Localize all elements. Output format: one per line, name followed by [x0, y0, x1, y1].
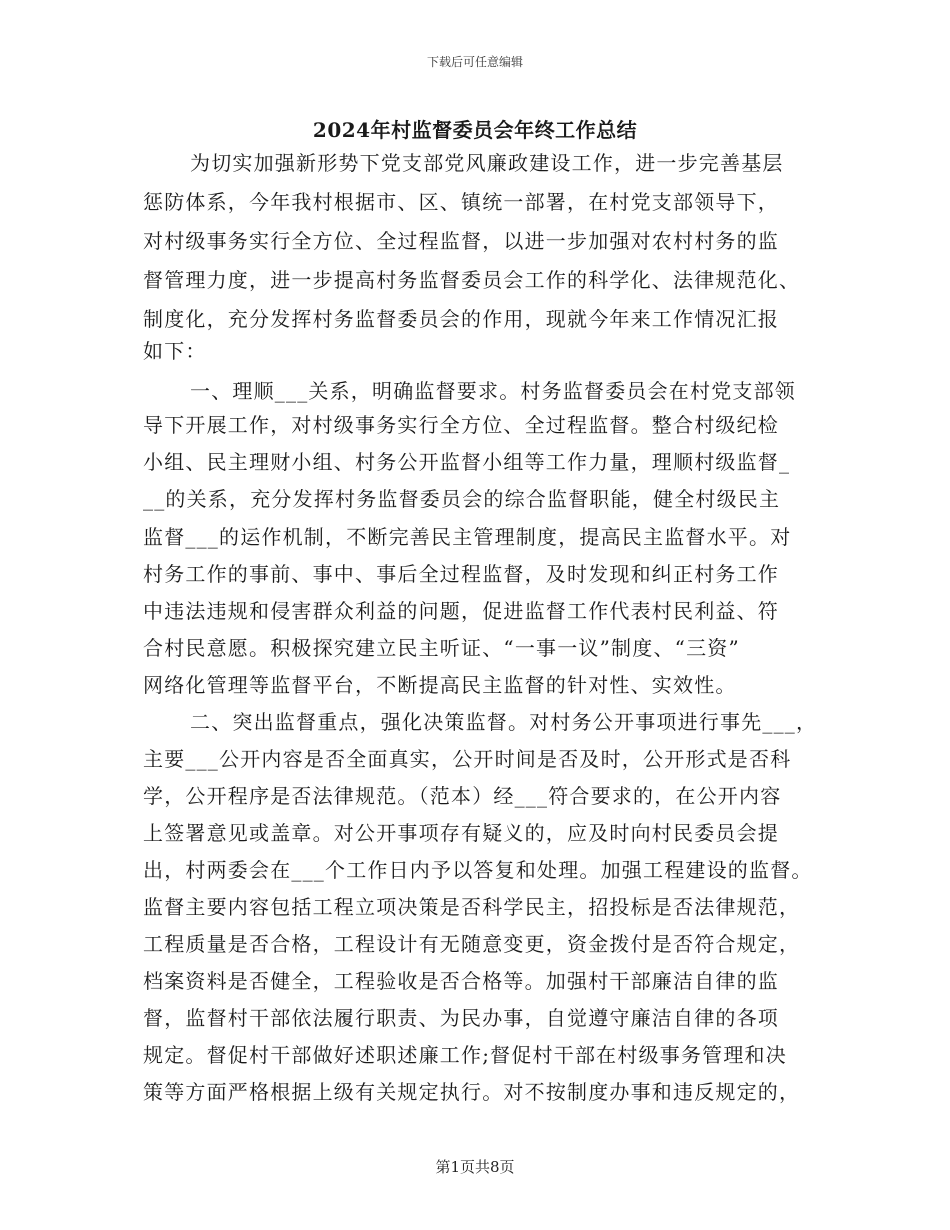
document-title: 2024年村监督委员会年终工作总结 — [312, 118, 638, 142]
body-line: 学，公开程序是否法律规范。（范本）经___符合要求的，在公开内容 — [143, 784, 782, 808]
body-line: 导下开展工作，对村级事务实行全方位、全过程监督。整合村级纪检 — [143, 413, 779, 437]
body-line: 督管理力度，进一步提高村务监督委员会工作的科学化、法律规范化、 — [143, 268, 801, 292]
body-line: 督，监督村干部依法履行职责、为民办事，自觉遵守廉洁自律的各项 — [143, 1006, 779, 1030]
body-line: 二、突出监督重点，强化决策监督。对村务公开事项进行事先___， — [190, 710, 818, 734]
body-line: 规定。督促村干部做好述职述廉工作;督促村干部在村级事务管理和决 — [143, 1043, 787, 1067]
body-line: 监督主要内容包括工程立项决策是否科学民主，招投标是否法律规范， — [143, 895, 801, 919]
body-line: 策等方面严格根据上级有关规定执行。对不按制度办事和违反规定的， — [143, 1080, 801, 1104]
body-line: 中违法违规和侵害群众利益的问题，促进监督工作代表村民利益、符 — [143, 599, 779, 623]
body-line: 村务工作的事前、事中、事后全过程监督，及时发现和纠正村务工作 — [143, 562, 779, 586]
body-line: 对村级事务实行全方位、全过程监督，以进一步加强对农村村务的监 — [143, 229, 779, 253]
body-line: 一、理顺___关系，明确监督要求。村务监督委员会在村党支部领 — [190, 379, 796, 403]
body-line: 档案资料是否健全，工程验收是否合格等。加强村干部廉洁自律的监 — [143, 969, 779, 993]
body-line: 监督___的运作机制，不断完善民主管理制度，提高民主监督水平。对 — [143, 525, 792, 549]
body-line: 出，村两委会在___个工作日内予以答复和处理。加强工程建设的监督。 — [143, 858, 813, 882]
body-line: 网络化管理等监督平台，不断提高民主监督的针对性、实效性。 — [143, 673, 737, 697]
body-line: 工程质量是否合格，工程设计有无随意变更，资金拨付是否符合规定， — [143, 932, 801, 956]
body-line: 合村民意愿。积极探究建立民主听证、“一事一议”制度、“三资” — [143, 636, 740, 660]
body-line: __的关系，充分发挥村务监督委员会的综合监督职能，健全村级民主 — [143, 487, 781, 511]
body-line: 主要___公开内容是否全面真实，公开时间是否及时，公开形式是否科 — [143, 747, 792, 771]
page-number-footer: 第1页共8页 — [435, 1158, 515, 1176]
body-line: 小组、民主理财小组、村务公开监督小组等工作力量，理顺村级监督_ — [143, 450, 791, 474]
body-line: 如下： — [143, 339, 207, 363]
body-line: 惩防体系，今年我村根据市、区、镇统一部署，在村党支部领导下， — [143, 190, 779, 214]
body-line: 上签署意见或盖章。对公开事项存有疑义的，应及时向村民委员会提 — [143, 821, 779, 845]
body-line: 为切实加强新形势下党支部党风廉政建设工作，进一步完善基层 — [190, 151, 784, 175]
header-note: 下载后可任意编辑 — [426, 55, 523, 69]
body-line: 制度化，充分发挥村务监督委员会的作用，现就今年来工作情况汇报 — [143, 307, 779, 331]
